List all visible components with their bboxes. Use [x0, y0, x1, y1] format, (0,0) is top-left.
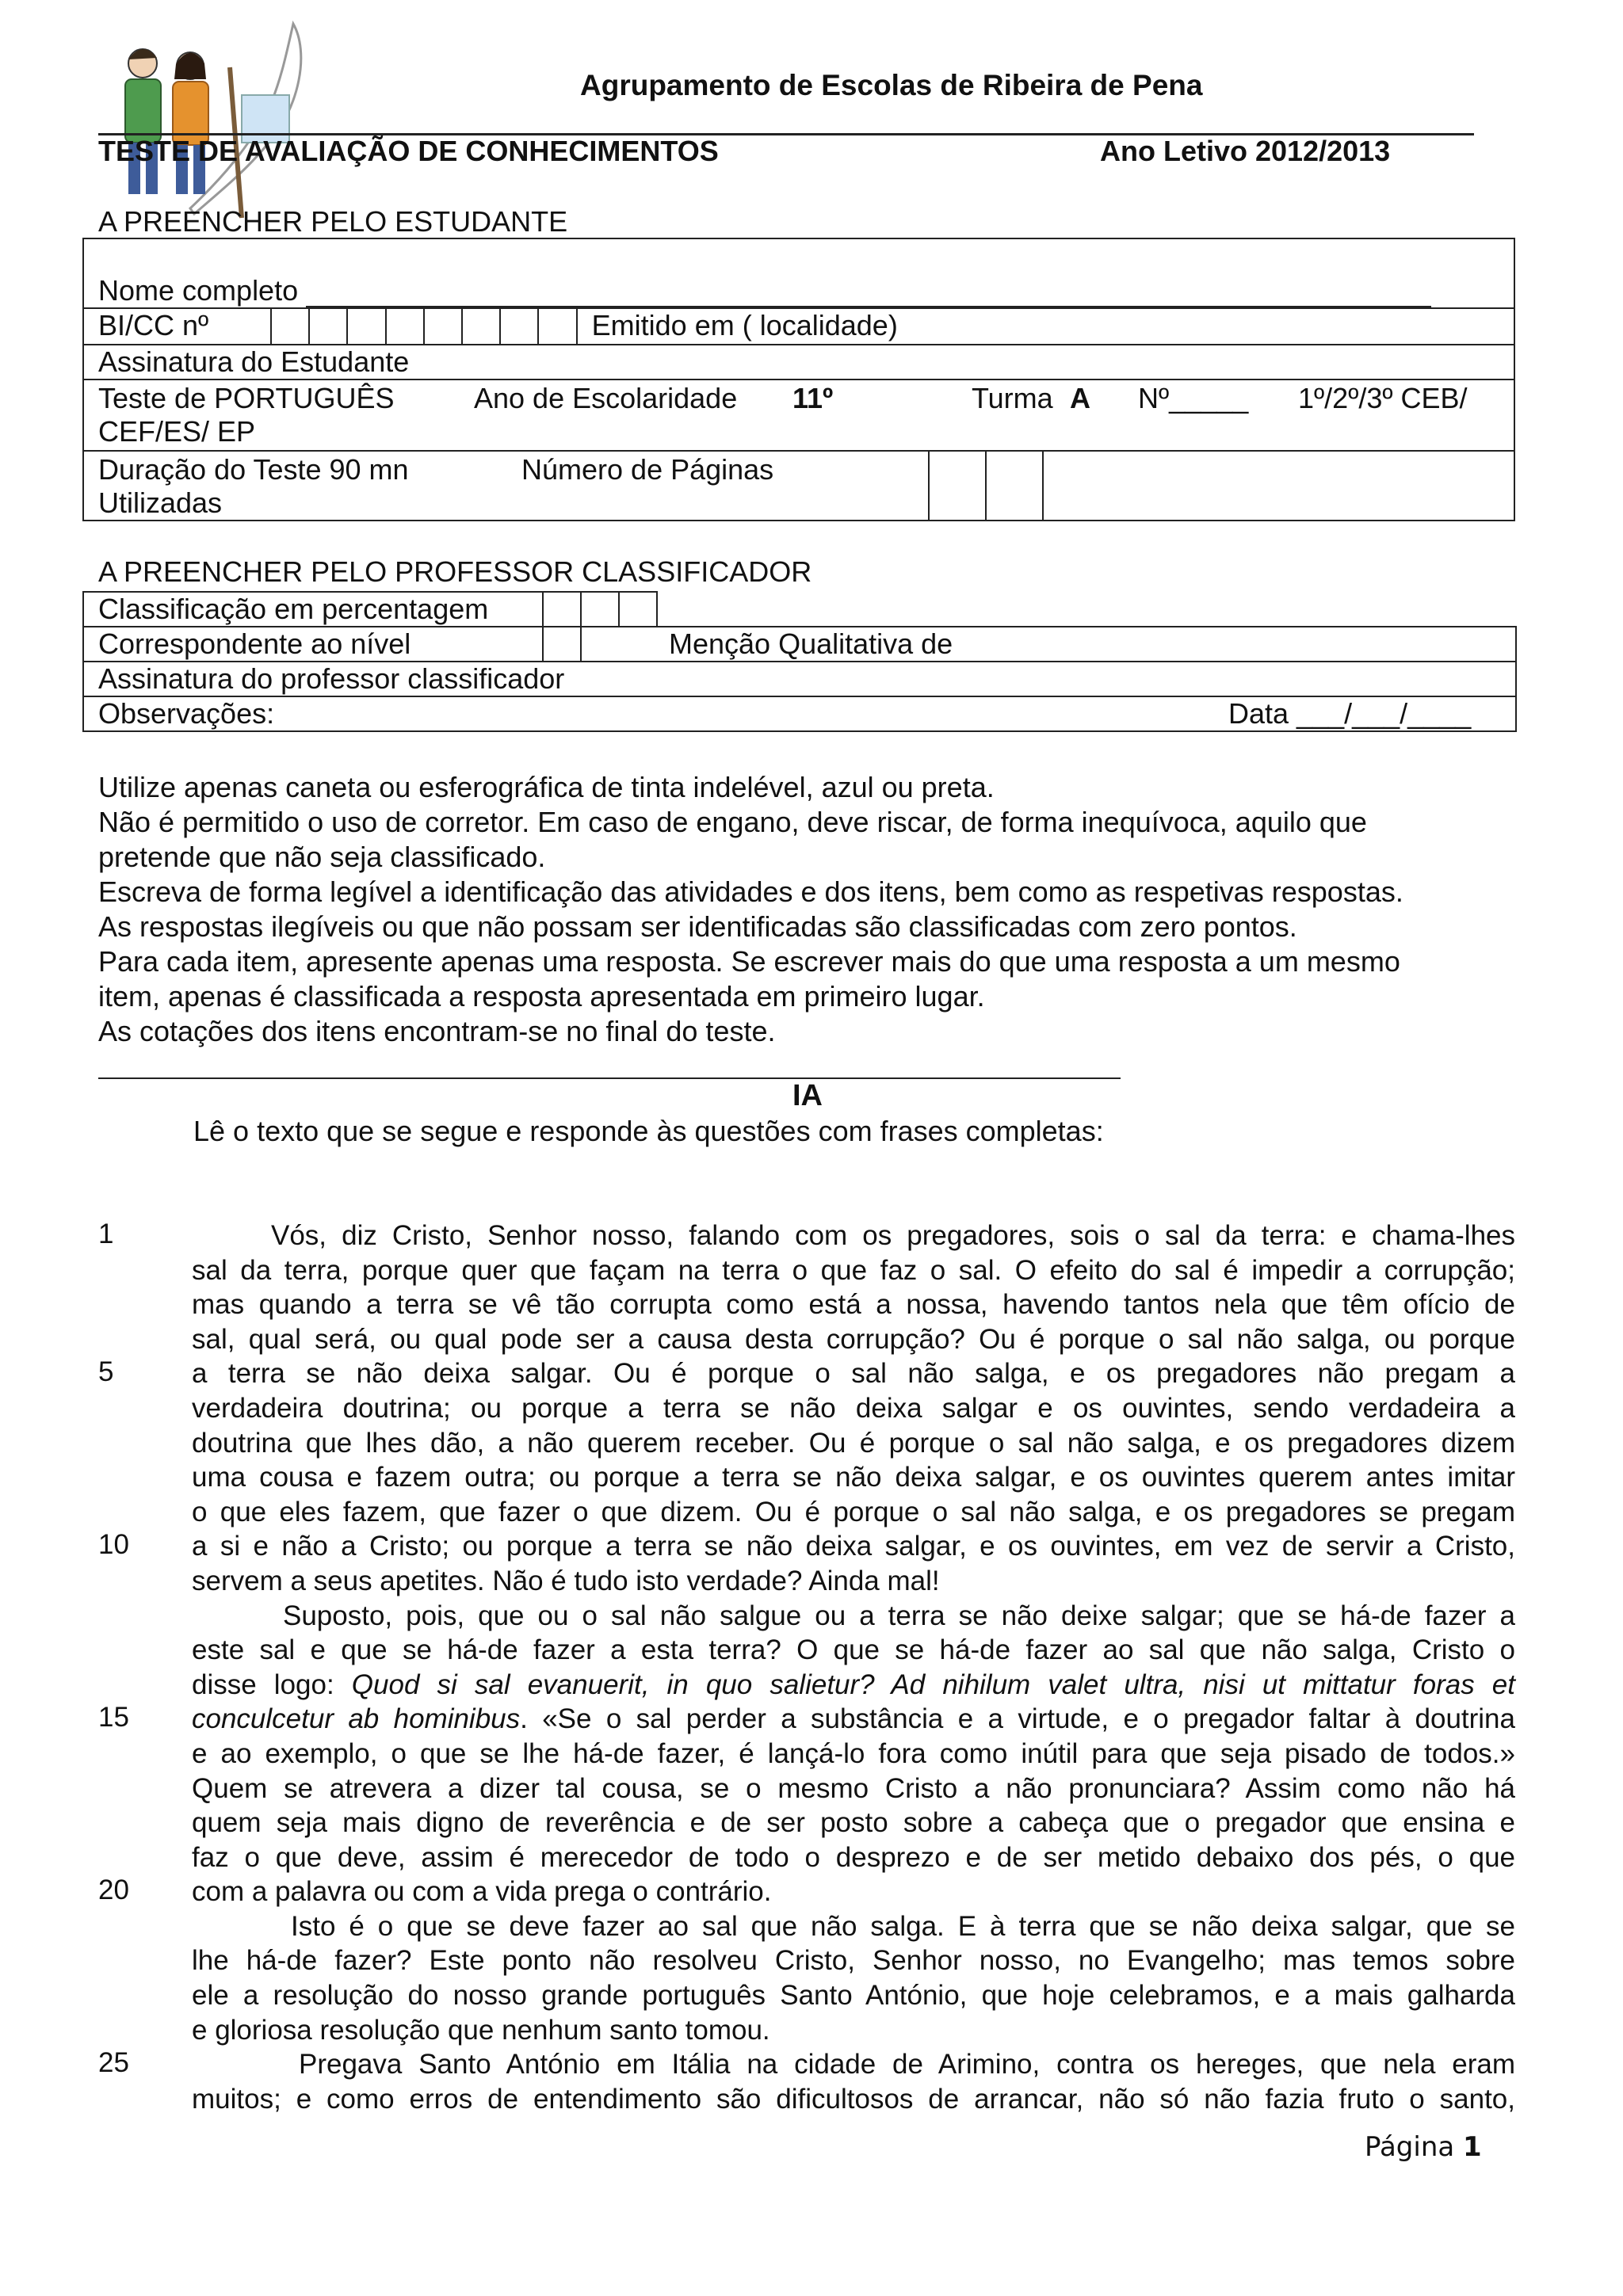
school-logo	[111, 20, 317, 226]
line-number: 1	[98, 1219, 114, 1249]
part-prompt: Lê o texto que se segue e responde às questões com frases completas:	[193, 1115, 1104, 1147]
pages-used-box[interactable]	[986, 451, 1043, 521]
line-number: 5	[98, 1356, 114, 1387]
text-line	[192, 1599, 1515, 1634]
text-line-content: Suposto, pois, que ou o sal não salgue ou a terra se não deixe salgar; que se há-de fazer a	[283, 1600, 1515, 1631]
bicc-digit-box[interactable]	[347, 308, 385, 345]
text-line: verdadeira doutrina; ou porque a terra se não deixa salgar e os ouvintes, sendo verdadeira a	[192, 1392, 1515, 1424]
observations-label: Observações:	[98, 697, 275, 730]
subject-label: Teste de PORTUGUÊS	[98, 382, 395, 414]
student-section-heading: A PREENCHER PELO ESTUDANTE	[98, 205, 568, 238]
teacher-form	[82, 591, 1517, 732]
class-label: Turma	[972, 382, 1053, 414]
issued-in-label: Emitido em ( localidade)	[591, 309, 898, 341]
cycles-label: 1º/2º/3º CEB/	[1298, 382, 1468, 414]
page-footer	[1365, 2131, 1482, 2163]
text-line: este sal e que se há-de fazer a esta terra? O que se há-de fazer ao sal que não salga, Cristo o	[192, 1634, 1515, 1666]
student-form	[82, 238, 1515, 521]
text-line: com a palavra ou com a vida prega o contrário.	[192, 1876, 772, 1908]
full-name-field[interactable]	[306, 280, 1431, 307]
text-line-content: disse logo:	[192, 1669, 352, 1700]
latin-quote: Quod si sal evanuerit, in quo salietur? Ad nihilum valet ultra, nisi ut mittatur foras et	[351, 1669, 1515, 1700]
grade-label: Ano de Escolaridade	[474, 382, 738, 414]
percentage-box[interactable]	[581, 592, 619, 627]
bicc-digit-box[interactable]	[500, 308, 538, 345]
bicc-digit-box[interactable]	[309, 308, 347, 345]
instructions	[98, 770, 1403, 1049]
bicc-digit-box[interactable]	[462, 308, 500, 345]
cycles-label-cont: CEF/ES/ EP	[98, 415, 256, 448]
school-name: Agrupamento de Escolas de Ribeira de Pena	[580, 69, 1203, 101]
text-line: a si e não a Cristo; ou porque a terra se não deixa salgar, e os ouvintes, em vez de servir a Cristo,	[192, 1531, 1515, 1562]
text-line: uma cousa e fazem outra; ou porque a terra se não deixa salgar, e os ouvintes querem antes imitar	[192, 1462, 1515, 1493]
text-line: muitos; e como erros de entendimento são dificultosos de arrancar, não só não fazia fruto o santo,	[192, 2083, 1515, 2115]
full-name-label: Nome completo	[98, 274, 299, 307]
class-value: A	[1070, 382, 1090, 414]
bicc-digit-box[interactable]	[271, 308, 309, 345]
mention-label: Menção Qualitativa de	[669, 627, 953, 660]
instruction-line: As cotações dos itens encontram-se no final do teste.	[98, 1015, 776, 1047]
text-line: quem seja mais digno de reverência e de ser posto sobre a cabeça que o pregador que ensina e	[192, 1807, 1515, 1839]
level-box[interactable]	[543, 627, 581, 662]
teacher-signature-field[interactable]	[83, 662, 1516, 696]
text-line: mas quando a terra se vê tão corrupta como está a nossa, havendo tantos nela que têm ofício de	[192, 1289, 1515, 1321]
instruction-line: pretende que não seja classificado.	[98, 841, 546, 873]
section-divider	[98, 1077, 1121, 1079]
text-line	[192, 1909, 1515, 1944]
instruction-line: Utilize apenas caneta ou esferográfica de tinta indelével, azul ou preta.	[98, 771, 995, 803]
text-line: e gloriosa resolução que nenhum santo tomou.	[192, 2014, 770, 2046]
duration-label: Duração do Teste 90 mn	[98, 453, 409, 486]
text-line: Quem se atrevera a dizer tal cousa, se o mesmo Cristo a não pronunciara? Assim como não há	[192, 1772, 1515, 1804]
percentage-blank	[657, 592, 1516, 627]
grade-value: 11º	[792, 382, 834, 414]
part-title: IA	[792, 1079, 823, 1112]
text-line: a terra se não deixa salgar. Ou é porque o sal não salga, e os pregadores não pregam a	[192, 1358, 1515, 1390]
line-number: 15	[98, 1702, 129, 1733]
pages-used-label: Número de Páginas	[521, 453, 774, 486]
text-line-content: Vós, diz Cristo, Senhor nosso, falando com os pregadores, sois o sal da terra: e chama-lhes	[271, 1220, 1515, 1251]
test-title: TESTE DE AVALIAÇÃO DE CONHECIMENTOS	[98, 135, 719, 167]
text-line	[192, 1219, 1515, 1253]
percentage-label: Classificação em percentagem	[83, 592, 543, 627]
full-name-row[interactable]	[83, 238, 1514, 308]
date-field[interactable]: Data ___/___/____	[1228, 697, 1472, 730]
line-number: 20	[98, 1875, 129, 1905]
line-number: 10	[98, 1529, 129, 1560]
text-line: e ao exemplo, o que se lhe há-de fazer, é lançá-lo fora como inútil para que seja pisado de todos.»	[192, 1737, 1515, 1769]
line-number: 25	[98, 2047, 129, 2078]
subject-row	[83, 379, 1514, 451]
text-line: sal da terra, porque quer que façam na terra o que faz o sal. O efeito do sal é impedir a corrupção;	[192, 1254, 1515, 1286]
text-line: o que eles fazem, que fazer o que dizem. Ou é porque o sal não salga, e os pregadores se pregam	[192, 1496, 1515, 1527]
text-line	[192, 2047, 1515, 2082]
bicc-digit-box[interactable]	[538, 308, 576, 345]
text-line: doutrina que lhes dão, a não querem receber. Ou é porque o sal não salga, e os pregadores dizem	[192, 1427, 1515, 1459]
pages-used-box[interactable]	[1043, 451, 1514, 521]
text-line: sal, qual será, ou qual pode ser a causa desta corrupção? Ou é porque o sal não salga, ou porque	[192, 1323, 1515, 1355]
instruction-line: Para cada item, apresente apenas uma resposta. Se escrever mais do que uma resposta a um mesmo	[98, 945, 1400, 978]
student-signature-label: Assinatura do Estudante	[98, 345, 410, 378]
percentage-box[interactable]	[619, 592, 657, 627]
student-signature-field[interactable]	[83, 345, 1514, 379]
instruction-line: Não é permitido o uso de corretor. Em caso de engano, deve riscar, de forma inequívoca, aquilo que	[98, 806, 1367, 838]
school-year: Ano Letivo 2012/2013	[1100, 135, 1391, 167]
text-line: lhe há-de fazer? Este ponto não resolveu Cristo, Senhor nosso, no Evangelho; mas temos sobre	[192, 1945, 1515, 1977]
text-line-content: Isto é o que se deve fazer ao sal que não salga. E à terra que se não deixa salgar, que se	[291, 1910, 1515, 1942]
bicc-label: BI/CC nº	[83, 308, 271, 345]
instruction-line: As respostas ilegíveis ou que não possam ser identificadas são classificadas com zero pontos.	[98, 910, 1297, 943]
level-label: Correspondente ao nível	[83, 627, 543, 662]
issued-in-field[interactable]	[577, 308, 1514, 345]
pages-used-box[interactable]	[929, 451, 986, 521]
instruction-line: item, apenas é classificada a resposta apresentada em primeiro lugar.	[98, 980, 985, 1013]
duration-row	[83, 451, 929, 521]
bicc-digit-box[interactable]	[424, 308, 462, 345]
teacher-section-heading: A PREENCHER PELO PROFESSOR CLASSIFICADOR	[98, 555, 812, 588]
student-number-field[interactable]: Nº_____	[1138, 382, 1249, 414]
percentage-box[interactable]	[543, 592, 581, 627]
teacher-signature-label: Assinatura do professor classificador	[98, 662, 565, 695]
text-line	[192, 1702, 1515, 1737]
bicc-digit-box[interactable]	[386, 308, 424, 345]
text-line-content: . «Se o sal perder a substância e a virtude, e o pregador faltar à doutrina	[520, 1703, 1515, 1735]
reading-text	[192, 1219, 1515, 2116]
text-line: servem a seus apetites. Não é tudo isto verdade? Ainda mal!	[192, 1565, 940, 1596]
page-label: Página	[1365, 2131, 1455, 2163]
text-line: ele a resolução do nosso grande português Santo António, que hoje celebramos, e a mais galharda	[192, 1980, 1515, 2012]
latin-quote: conculcetur ab hominibus	[192, 1703, 521, 1735]
text-line	[192, 1668, 1515, 1703]
instruction-line: Escreva de forma legível a identificação das atividades e dos itens, bem como as respetivas respostas.	[98, 875, 1403, 908]
observations-field[interactable]	[83, 696, 1516, 731]
pages-used-label-cont: Utilizadas	[98, 486, 223, 519]
mention-field[interactable]	[581, 627, 1516, 662]
text-line: faz o que deve, assim é merecedor de todo o desprezo e de ser metido debaixo dos pés, o que	[192, 1841, 1515, 1873]
page-number: 1	[1463, 2131, 1482, 2163]
text-line-content: Pregava Santo António em Itália na cidade de Arimino, contra os hereges, que nela eram	[299, 2049, 1515, 2081]
